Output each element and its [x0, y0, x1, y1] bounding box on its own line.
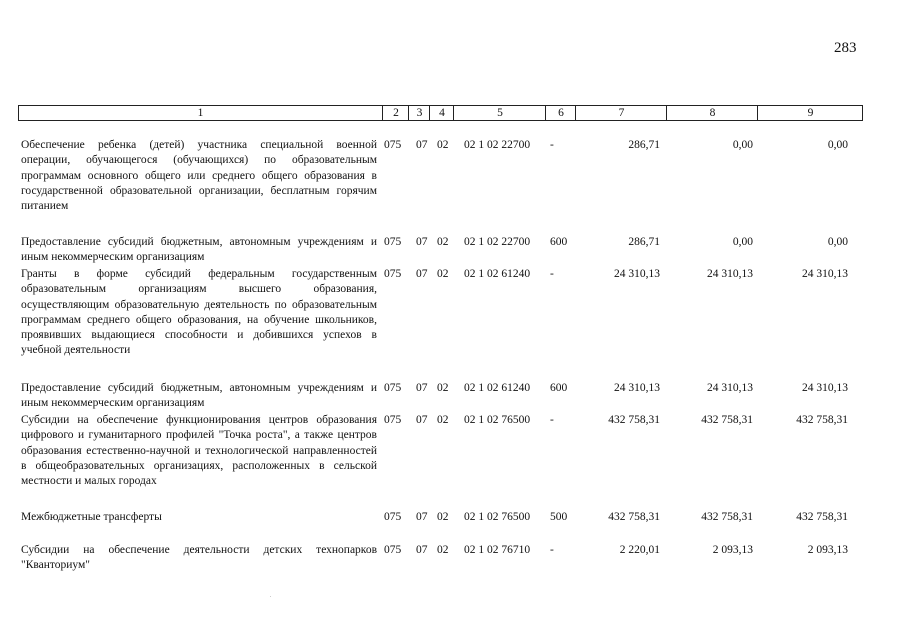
scan-speck: [270, 596, 271, 597]
table-row: [18, 138, 863, 233]
header-col-6: 6: [545, 106, 576, 120]
row-col-6: -: [550, 268, 554, 280]
row-description: Субсидии на обеспечение функционирования центров образования цифрового и гуманитарного профилей "Точка роста", а также центров образования естественно-научной и технологической направленностей в общеобразовательных организациях, расположенных в сельской местности и малых городах: [21, 414, 377, 488]
header-col-2: 2: [382, 106, 409, 120]
budget-table: [18, 105, 863, 572]
row-col-4: 02: [437, 236, 449, 248]
row-col-6: -: [550, 544, 554, 556]
row-col-2: 075: [384, 414, 402, 426]
row-col-9: 24 310,13: [802, 382, 848, 394]
row-col-9: 0,00: [827, 236, 848, 248]
row-col-9: 2 093,13: [807, 544, 848, 556]
row-col-2: 075: [384, 139, 402, 151]
table-header: [18, 105, 863, 121]
row-col-3: 07: [416, 139, 428, 151]
row-col-9: 432 758,31: [796, 414, 848, 426]
row-description: Субсидии на обеспечение деятельности детских технопарков "Кванториум": [21, 544, 377, 572]
row-col-7: 24 310,13: [614, 382, 660, 394]
row-col-3: 07: [416, 544, 428, 556]
row-col-8: 0,00: [732, 139, 753, 151]
row-col-4: 02: [437, 544, 449, 556]
row-col-3: 07: [416, 382, 428, 394]
row-col-3: 07: [416, 511, 428, 523]
header-col-7: 7: [575, 106, 667, 120]
header-col-9: 9: [757, 106, 863, 120]
row-description: Обеспечение ребенка (детей) участника специальной военной операции, обучающегося (обучающихся) по образовательным программам основного общего или среднего общего образования в государственной образовательной организации, бесплатным горячим питанием: [21, 139, 377, 213]
row-col-5: 02 1 02 22700: [464, 236, 531, 248]
row-col-5: 02 1 02 61240: [464, 268, 531, 280]
row-col-3: 07: [416, 414, 428, 426]
row-col-5: 02 1 02 76500: [464, 414, 531, 426]
table-row: [18, 510, 863, 528]
row-col-2: 075: [384, 511, 402, 523]
row-col-7: 286,71: [628, 236, 660, 248]
row-col-4: 02: [437, 414, 449, 426]
row-col-8: 432 758,31: [701, 414, 753, 426]
row-col-5: 02 1 02 76710: [464, 544, 531, 556]
header-col-1: 1: [197, 107, 204, 119]
row-col-4: 02: [437, 511, 449, 523]
row-col-2: 075: [384, 544, 402, 556]
row-col-6: 600: [550, 382, 568, 394]
row-col-4: 02: [437, 268, 449, 280]
row-description: Межбюджетные трансферты: [21, 511, 162, 523]
row-col-9: 0,00: [827, 139, 848, 151]
row-col-5: 02 1 02 22700: [464, 139, 531, 151]
row-col-2: 075: [384, 382, 402, 394]
row-col-9: 432 758,31: [796, 511, 848, 523]
row-col-6: 600: [550, 236, 568, 248]
row-col-7: 286,71: [628, 139, 660, 151]
row-description: Гранты в форме субсидий федеральным государственным образовательным организациям высшего образования, осуществляющим образовательную деятельность по образовательным программам среднего общего образования, на обучение школьников, проявивших выдающиеся способности и добившихся успехов в учебной деятельности: [21, 268, 377, 357]
header-col-3: 3: [408, 106, 430, 120]
row-col-7: 2 220,01: [619, 544, 660, 556]
row-col-7: 432 758,31: [608, 414, 660, 426]
table-row: [18, 543, 863, 575]
row-col-5: 02 1 02 76500: [464, 511, 531, 523]
row-col-5: 02 1 02 61240: [464, 382, 531, 394]
row-description: Предоставление субсидий бюджетным, автономным учреждениям и иным некоммерческим организациям: [21, 236, 377, 264]
table-row: [18, 413, 863, 508]
header-col-8: 8: [666, 106, 758, 120]
row-col-8: 24 310,13: [707, 268, 753, 280]
table-row: [18, 235, 863, 267]
row-col-9: 24 310,13: [802, 268, 848, 280]
row-col-8: 2 093,13: [712, 544, 753, 556]
row-col-8: 0,00: [732, 236, 753, 248]
row-col-2: 075: [384, 268, 402, 280]
page-number: 283: [834, 40, 857, 56]
row-col-3: 07: [416, 268, 428, 280]
table-row: [18, 381, 863, 413]
row-col-7: 432 758,31: [608, 511, 660, 523]
row-col-6: -: [550, 139, 554, 151]
row-col-3: 07: [416, 236, 428, 248]
row-description: Предоставление субсидий бюджетным, автономным учреждениям и иным некоммерческим организациям: [21, 382, 377, 410]
row-col-8: 432 758,31: [701, 511, 753, 523]
header-col-4: 4: [429, 106, 454, 120]
row-col-6: -: [550, 414, 554, 426]
header-col-5: 5: [453, 106, 546, 120]
row-col-4: 02: [437, 139, 449, 151]
row-col-4: 02: [437, 382, 449, 394]
table-row: [18, 267, 863, 362]
row-col-8: 24 310,13: [707, 382, 753, 394]
row-col-2: 075: [384, 236, 402, 248]
row-col-7: 24 310,13: [614, 268, 660, 280]
row-col-6: 500: [550, 511, 568, 523]
